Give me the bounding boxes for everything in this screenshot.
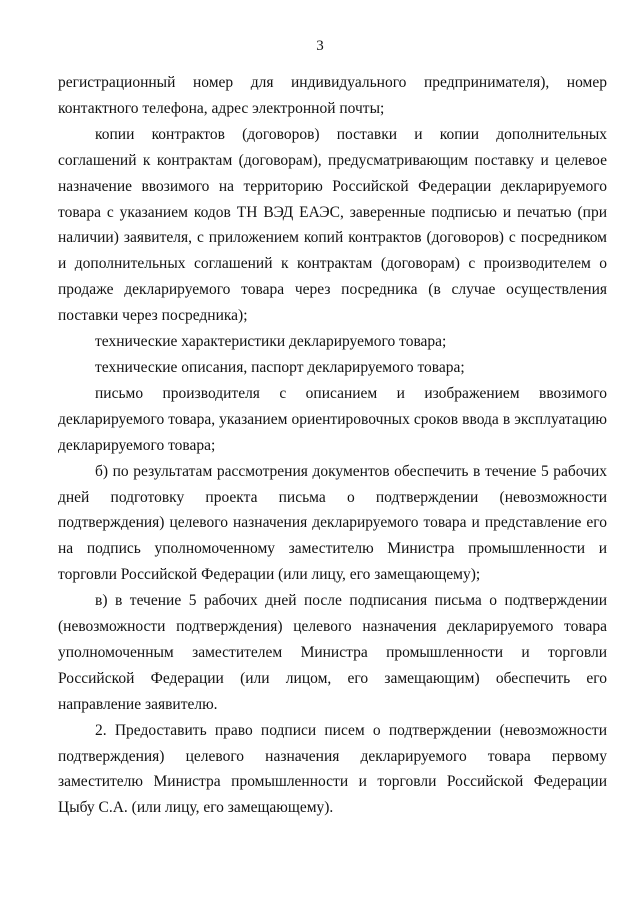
- paragraph-contact-info: регистрационный номер для индивидуального предпринимателя), номер контактного телефона, адрес электронной почты;: [58, 74, 607, 117]
- paragraph-technical-characteristics: технические характеристики декларируемого товара;: [95, 333, 447, 351]
- paragraph-item-b: б) по результатам рассмотрения документов обеспечить в течение 5 рабочих дней подготовку проекта письма о подтверждении (невозможности подтверждения) целевого назначения декларируемого товара и представление его на подпись уполномоченному заместителю Министра промышленности и торговли Российской Федерации (или лицу, его замещающему);: [58, 462, 607, 584]
- page-number: 3: [316, 38, 324, 54]
- paragraph-section-2: 2. Предоставить право подписи писем о подтверждении (невозможности подтверждения) целевого назначения декларируемого товара первому заместителю Министра промышленности и торговли Российской Федерации Цыбу С.А. (или лицу, его замещающему).: [58, 721, 607, 817]
- document-body: [58, 70, 607, 821]
- paragraph-technical-descriptions: технические описания, паспорт декларируемого товара;: [95, 358, 465, 376]
- paragraph-contract-copies: копии контрактов (договоров) поставки и копии дополнительных соглашений к контрактам (договорам), предусматривающим поставку и целевое назначение ввозимого на территорию Российской Федерации декларируемого товара с указанием кодов ТН ВЭД ЕАЭС, заверенные подписью и печатью (при наличии) заявителя, с приложением копий контрактов (договоров) с посредником и дополнительных соглашений к контрактам (договорам) с производителем о продаже декларируемого товара через посредника (в случае осуществления поставки через посредника);: [58, 125, 607, 325]
- paragraph-item-v: в) в течение 5 рабочих дней после подписания письма о подтверждении (невозможности подтверждения) целевого назначения декларируемого товара уполномоченным заместителем Министра промышленности и торговли Российской Федерации (или лицом, его замещающим) обеспечить его направление заявителю.: [58, 592, 607, 713]
- paragraph-manufacturer-letter: письмо производителя с описанием и изображением ввозимого декларируемого товара, указанием ориентировочных сроков ввода в эксплуатацию декларируемого товара;: [58, 384, 607, 454]
